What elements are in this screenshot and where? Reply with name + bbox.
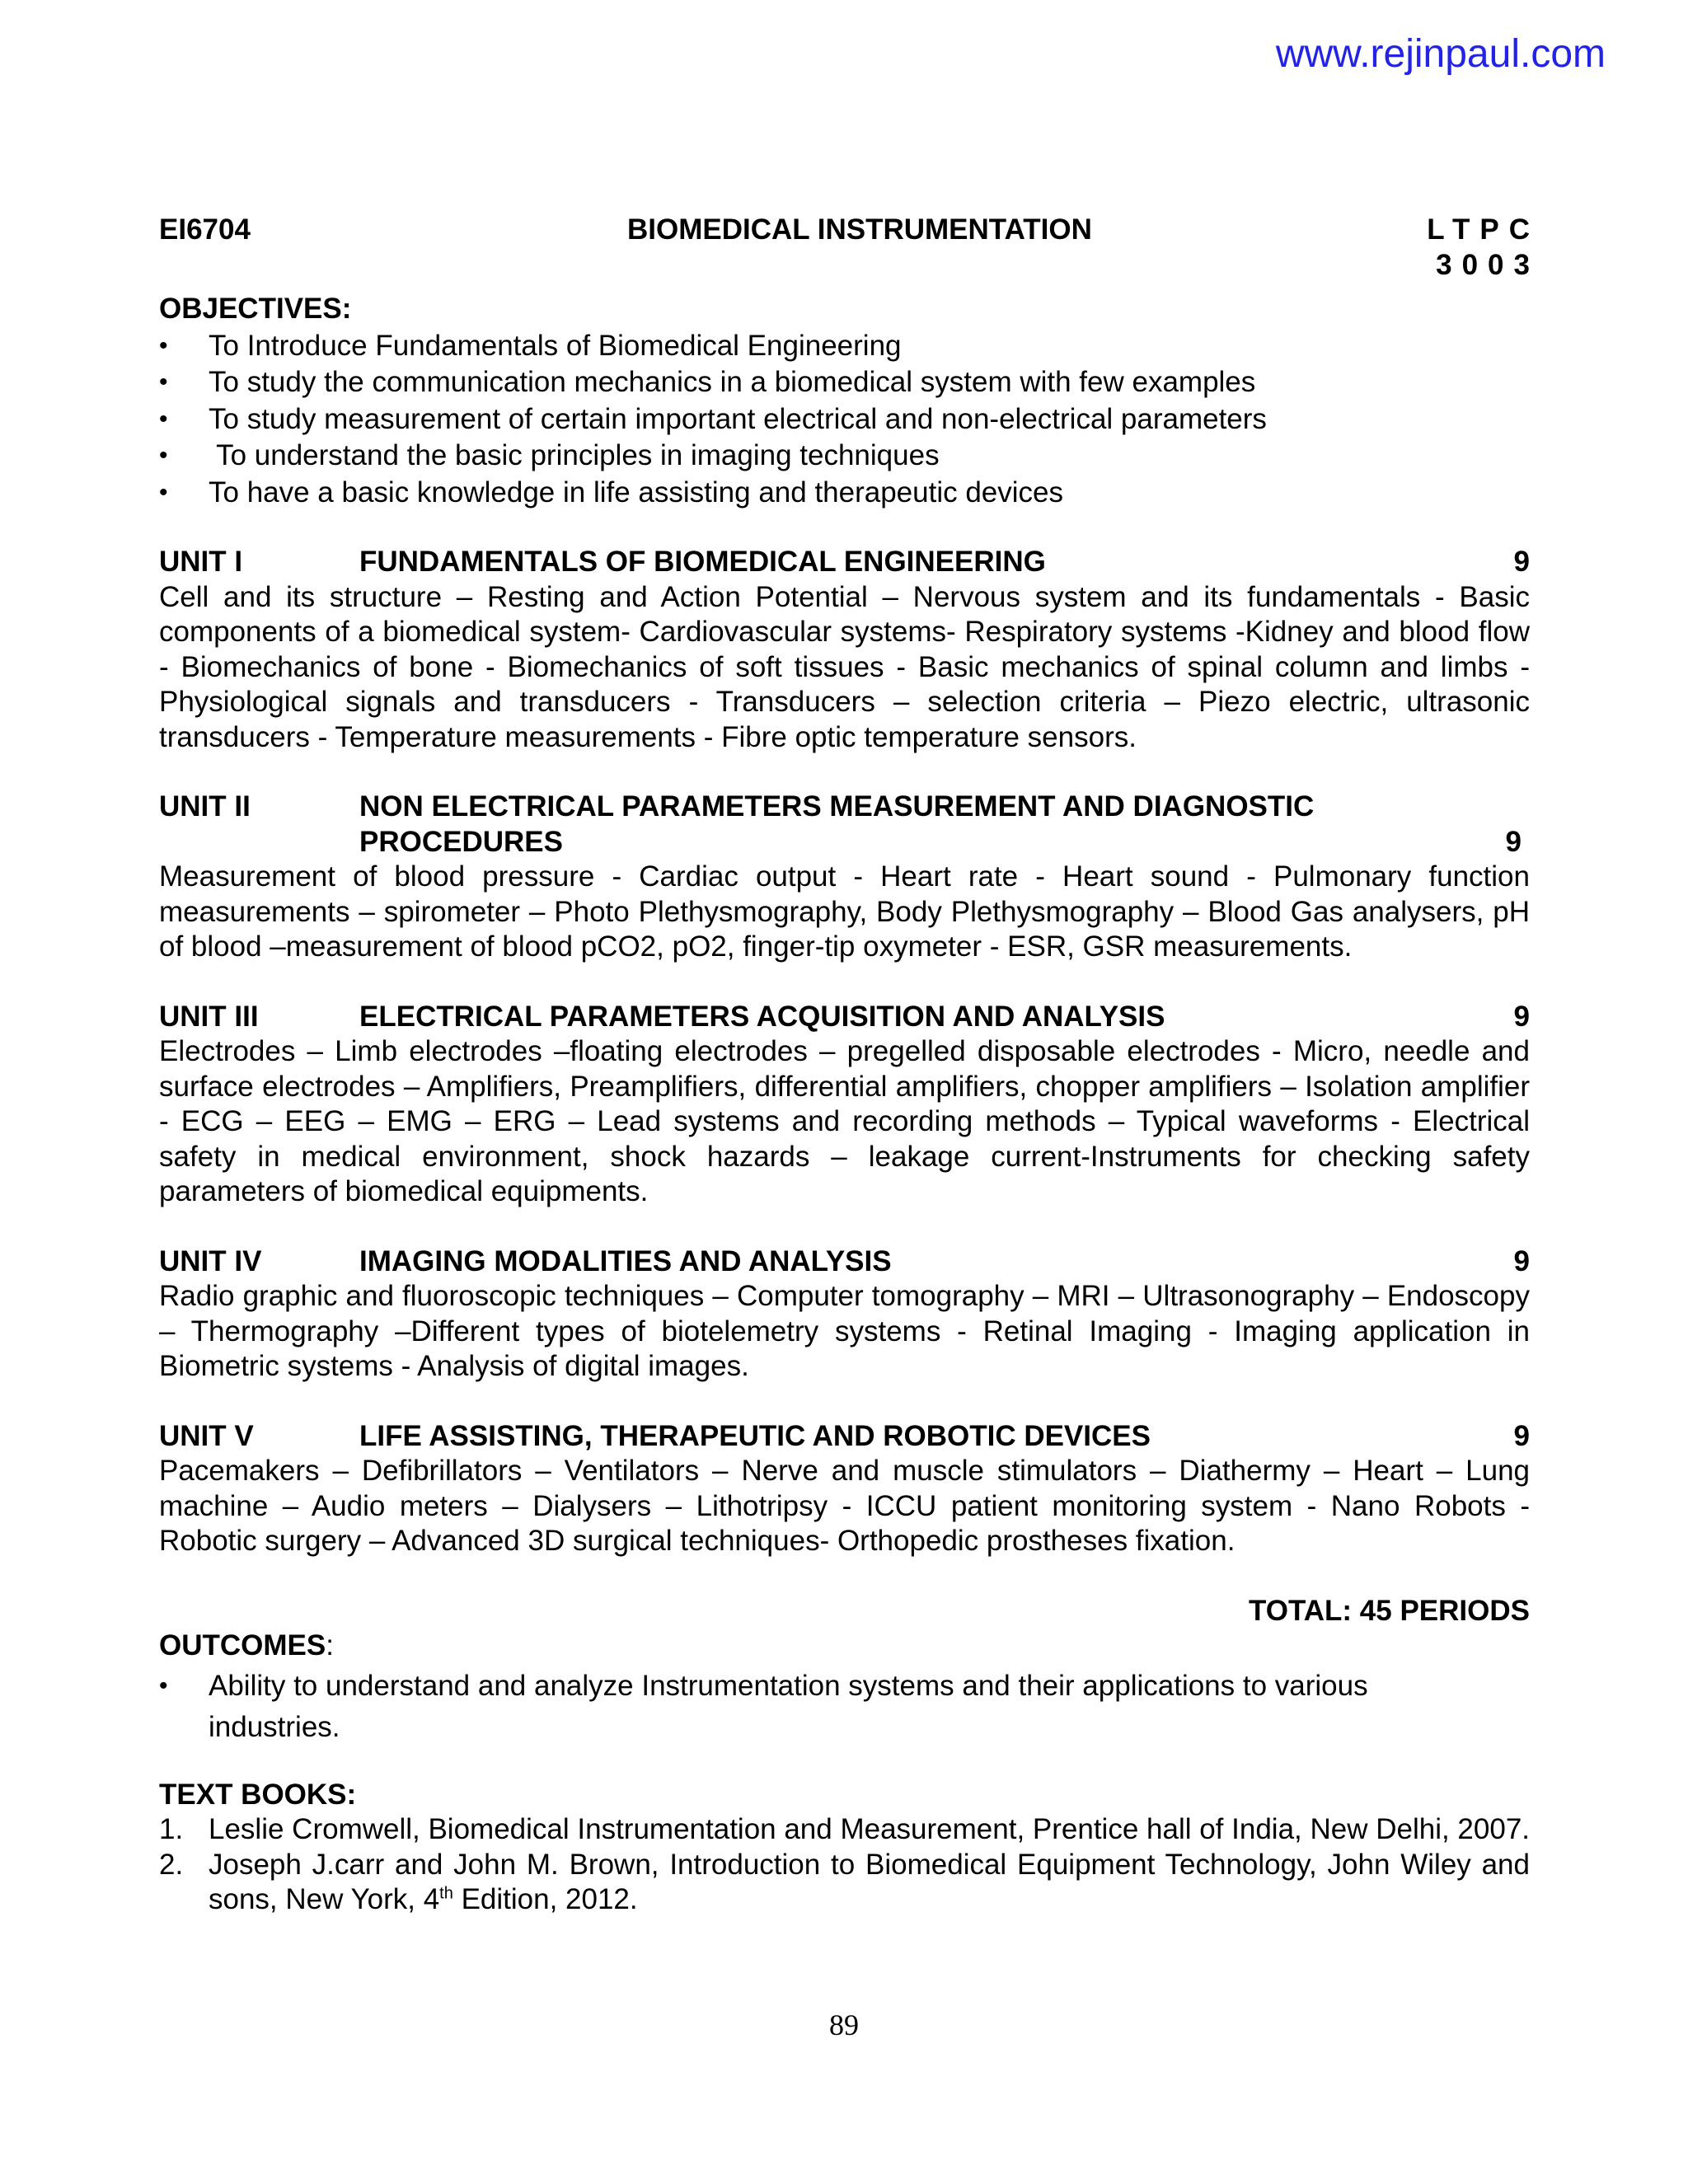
unit-title: FUNDAMENTALS OF BIOMEDICAL ENGINEERING [359,546,1046,578]
unit-heading [159,790,1530,860]
watermark-link[interactable]: www.rejinpaul.com [1275,32,1606,76]
outcomes-colon: : [326,1629,334,1661]
unit-label: UNIT III [159,1000,259,1033]
outcomes-label: OUTCOMES [159,1629,326,1661]
list-item: • To study measurement of certain important electrical and non-electrical parameters [159,402,1530,438]
list-item: • Ability to understand and analyze Instrumentation systems and their applications to various industries. [159,1666,1530,1748]
unit-label: UNIT V [159,1419,254,1452]
unit-hours: 9 [1505,825,1522,858]
ordinal-suffix: th [439,1884,453,1903]
unit-5 [159,1419,1530,1559]
unit-label: UNIT IV [159,1244,262,1277]
unit-hours: 9 [1513,1244,1530,1277]
total-periods: TOTAL: 45 PERIODS [1249,1594,1530,1627]
unit-1 [159,545,1530,755]
unit-body: Pacemakers – Defibrillators – Ventilators – Nerve and muscle stimulators – Diathermy – Heart – Lung machine – Audio meters – Dialysers – Lithotripsy - ICCU patient monitoring system - Nano Robots - Robotic surgery – Advanced 3D surgical techniques- Orthopedic prostheses fixation. [159,1455,1530,1557]
item-number: 2. [159,1848,184,1881]
unit-title: IMAGING MODALITIES AND ANALYSIS [359,1244,892,1277]
unit-body: Cell and its structure – Resting and Action Potential – Nervous system and its fundamentals - Basic components of a biomedical system- Cardiovascular systems- Respiratory systems -Kidney and blood flow - Biomechanics of bone - Biomechanics of soft tissues - Basic mechanics of spinal column and limbs -Physiological signals and transducers - Transducers – selection criteria – Piezo electric, ultrasonic transducers - Temperature measurements - Fibre optic temperature sensors. [159,580,1530,753]
list-item [159,1812,1530,1848]
course-title: BIOMEDICAL INSTRUMENTATION [627,213,1092,246]
unit-body: Electrodes – Limb electrodes –floating electrodes – pregelled disposable electrodes - Micro, needle and surface electrodes – Amplifiers, Preamplifiers, differential amplifiers, chopper amplifiers – Isolation amplifier - ECG – EEG – EMG – ERG – Lead systems and recording methods – Typical waveforms - Electrical safety in medical environment, shock hazards – leakage current-Instruments for checking safety parameters of biomedical equipments. [159,1035,1530,1207]
unit-heading [159,1000,1530,1035]
unit-hours: 9 [1513,1000,1530,1033]
text-books-list [159,1812,1530,1918]
outcomes-list [159,1666,1530,1748]
unit-label: UNIT II [159,790,251,823]
objectives-label: OBJECTIVES: [159,293,352,325]
unit-heading [159,545,1530,580]
list-item: • To Introduce Fundamentals of Biomedical Engineering [159,329,1530,364]
unit-2 [159,790,1530,965]
unit-body: Radio graphic and fluoroscopic techniques – Computer tomography – MRI – Ultrasonography – Endoscopy – Thermography –Different types of biotelemetry systems - Retinal Imaging - Imaging application in Biometric systems - Analysis of digital images. [159,1280,1530,1382]
unit-hours: 9 [1513,1419,1530,1452]
ltpc-labels: LTPC [1427,213,1540,246]
unit-title: NON ELECTRICAL PARAMETERS MEASUREMENT AND DIAGNOSTIC PROCEDURES [359,790,1315,858]
book-citation-end: Edition, 2012. [452,1883,638,1915]
unit-heading [159,1244,1530,1280]
unit-title: ELECTRICAL PARAMETERS ACQUISITION AND ANALYSIS [359,1000,1165,1033]
list-item: • To study the communication mechanics in a biomedical system with few examples [159,365,1530,401]
unit-hours: 9 [1513,546,1530,578]
unit-body: Measurement of blood pressure - Cardiac output - Heart rate - Heart sound - Pulmonary function measurements – spirometer – Photo Plethysmography, Body Plethysmography – Blood Gas analysers, pH of blood –measurement of blood pCO2, pO2, finger-tip oxymeter - ESR, GSR measurements. [159,860,1530,963]
ltpc-values: 3003 [1436,248,1540,281]
item-number: 1. [159,1813,184,1845]
unit-label: UNIT I [159,546,243,578]
list-item: • To understand the basic principles in imaging techniques [159,438,1530,474]
unit-heading [159,1419,1530,1455]
unit-title: LIFE ASSISTING, THERAPEUTIC AND ROBOTIC DEVICES [359,1419,1151,1452]
text-books [159,1778,1530,1918]
ltpc-block [1427,213,1540,283]
text-books-label: TEXT BOOKS: [159,1778,357,1811]
page-number: 89 [829,2008,859,2041]
list-item: • To have a basic knowledge in life assisting and therapeutic devices [159,476,1530,511]
book-citation: Joseph J.carr and John M. Brown, Introduction to Biomedical Equipment Technology, John Wiley and sons, New York, 4 [209,1848,1530,1915]
unit-4 [159,1244,1530,1385]
book-citation: Leslie Cromwell, Biomedical Instrumentation and Measurement, Prentice hall of India, New Delhi, 2007. [209,1813,1531,1845]
syllabus-page [159,213,1540,1918]
objectives-list [159,329,1530,511]
outcomes-heading [159,1629,1530,1664]
course-header [159,213,1540,292]
unit-3 [159,1000,1530,1210]
course-code: EI6704 [159,213,251,246]
list-item [159,1848,1530,1918]
